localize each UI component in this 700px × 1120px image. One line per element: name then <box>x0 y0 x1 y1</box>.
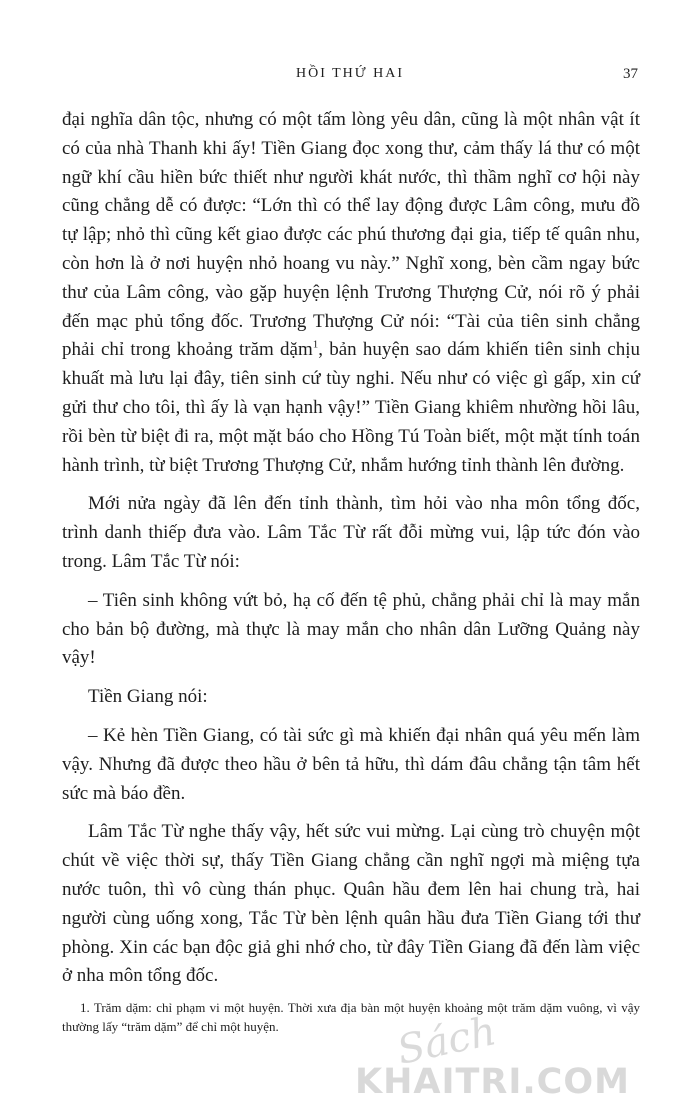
paragraph-6: Lâm Tắc Từ nghe thấy vậy, hết sức vui mừng. Lại cùng trò chuyện một chút về việc thời sự, thấy Tiền Giang chẳng cần nghĩ ngợi mà miệng tựa nước tuôn, thì vô cùng thán phục. Quân hầu đem lên hai chung trà, hai người cùng uống xong, Tắc Từ bèn lệnh quân hầu đưa Tiền Giang tới thư phòng. Xin các bạn độc giả ghi nhớ cho, từ đây Tiền Giang đã đến làm việc ở nha môn tổng đốc. <box>62 821 640 987</box>
dialogue-tien-giang: – Kẻ hèn Tiền Giang, có tài sức gì mà khiến đại nhân quá yêu mến làm vậy. Nhưng đã được theo hầu ở bên tả hữu, thì dám đâu chẳng tận tâm hết sức mà báo đền. <box>62 724 640 804</box>
footnote-text: 1. Trăm dặm: chỉ phạm vi một huyện. Thời xưa địa bàn một huyện khoảng một trăm dặm vuông, vì vậy thường lấy “trăm dặm” để chỉ một huyện. <box>62 1000 640 1034</box>
page-header <box>62 66 638 88</box>
body-text <box>62 106 640 991</box>
footnote-reference: 1 <box>312 339 319 352</box>
paragraph-1-part-2: , bản huyện sao dám khiến tiên sinh chịu khuất mà lưu lại đây, tiên sinh cứ tùy nghi. Nếu như có việc gì gấp, xin cứ gửi thư cho tôi, thì ấy là vạn hạnh vậy!” Tiền Giang khiêm nhường hồi lâu, rồi bèn từ biệt đi ra, một mặt báo cho Hồng Tú Toàn biết, một mặt tính toán hành trình, từ biệt Trương Thượng Cử, nhắm hướng tỉnh thành lên đường. <box>62 339 640 476</box>
page-number: 37 <box>623 66 638 82</box>
paragraph-1-part-1: đại nghĩa dân tộc, nhưng có một tấm lòng yêu dân, cũng là một nhân vật ít có của nhà Thanh khi ấy! Tiền Giang đọc xong thư, cảm thấy lá thư có một ngữ khí cầu hiền bức thiết như người khát nước, thì thầm nghĩ cơ hội này cũng chẳng dễ có được: “Lớn thì có thể lay động được Lâm công, mưu đồ tự lập; nhỏ thì cũng kết giao được các phú thương đại gia, tiếp tế quân nhu, còn hơn là ở nơi huyện nhỏ hoang vu này.” Nghĩ xong, bèn cầm ngay bức thư của Lâm công, vào gặp huyện lệnh Trương Thượng Cử, nói rõ ý phải đến mạc phủ tổng đốc. Trương Thượng Cử nói: “Tài của tiên sinh chẳng phải chỉ trong khoảng trăm dặm <box>62 109 640 361</box>
paragraph-1 <box>62 106 640 480</box>
paragraph-4: Tiền Giang nói: <box>88 686 208 708</box>
paragraph-2: Mới nửa ngày đã lên đến tỉnh thành, tìm hỏi vào nha môn tổng đốc, trình danh thiếp đưa vào. Lâm Tắc Từ rất đỗi mừng vui, lập tức đón vào trong. Lâm Tắc Từ nói: <box>62 493 640 572</box>
watermark-domain: KHAITRI.COM <box>355 1062 630 1102</box>
running-title: HỒI THỨ HAI <box>295 66 405 81</box>
dialogue-lam-tac-tu: – Tiên sinh không vứt bỏ, hạ cố đến tệ phủ, chẳng phải chỉ là may mắn cho bản bộ đường, mà thực là may mắn cho nhân dân Lưỡng Quảng này vậy! <box>62 589 640 669</box>
watermark-logo <box>355 1008 685 1108</box>
watermark-script: Sách <box>393 1008 501 1074</box>
